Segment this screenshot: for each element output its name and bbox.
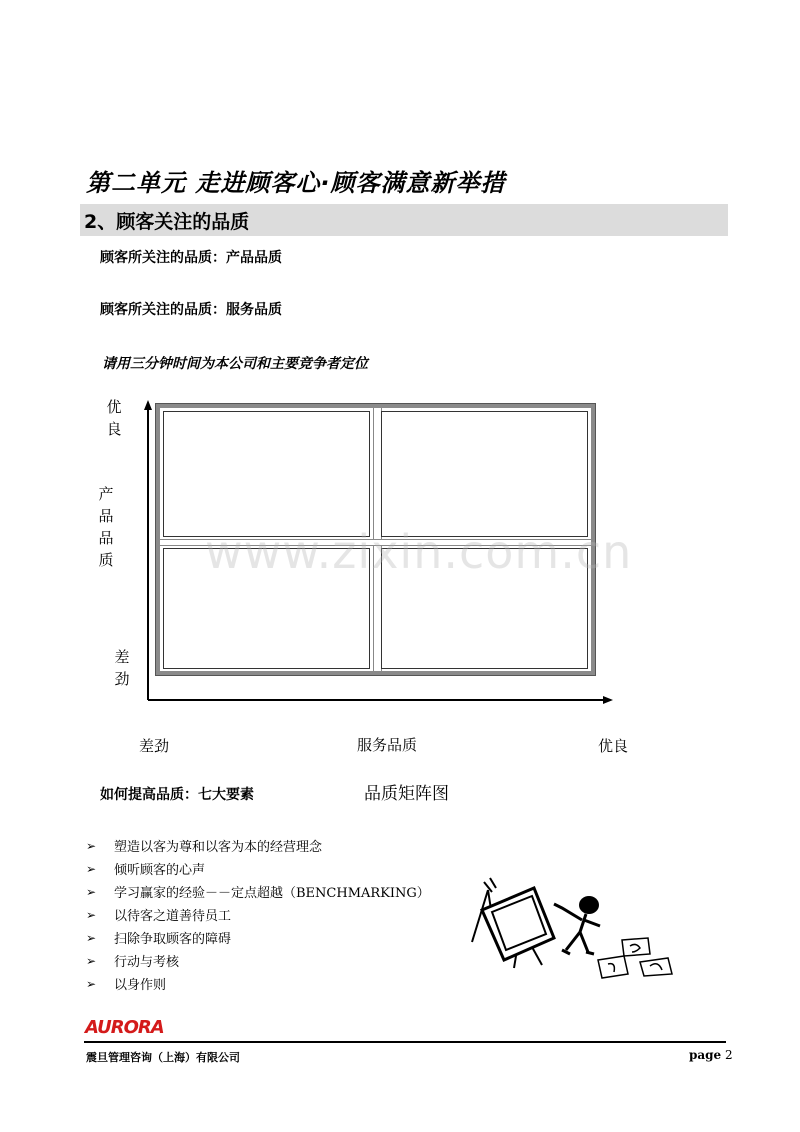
list-item: ➢ 学习赢家的经验－－定点超越（BENCHMARKING） [86, 884, 430, 901]
watermark: www.zixin.com.cn [205, 525, 633, 579]
improve-quality-heading: 如何提高品质：七大要素 [100, 787, 254, 803]
product-quality-subtitle: 顾客所关注的品质：产品品质 [100, 250, 282, 266]
list-item: ➢ 行动与考核 [86, 953, 180, 970]
list-item: ➢ 塑造以客为尊和以客为本的经营理念 [86, 838, 323, 855]
x-axis-right-label: 优良 [598, 737, 629, 755]
list-item: ➢ 扫除争取顾客的障碍 [86, 930, 232, 947]
footer-company-name: 震旦管理咨询（上海）有限公司 [86, 1051, 240, 1064]
page-number: page 2 [689, 1048, 733, 1062]
instruction-text: 请用三分钟时间为本公司和主要竞争者定位 [102, 356, 368, 372]
arrow-bullet-icon: ➢ [86, 907, 97, 922]
y-axis-top-label: 优 良 [106, 398, 122, 438]
footer-divider [84, 1041, 726, 1043]
presenter-easel-clipart [462, 870, 698, 985]
arrow-bullet-icon: ➢ [86, 976, 97, 991]
list-item: ➢ 倾听顾客的心声 [86, 861, 206, 878]
matrix-caption: 品质矩阵图 [364, 784, 449, 804]
arrow-bullet-icon: ➢ [86, 838, 97, 853]
service-quality-subtitle: 顾客所关注的品质：服务品质 [100, 302, 282, 318]
matrix-quadrant-top-right [381, 411, 588, 537]
list-item: ➢ 以待客之道善待员工 [86, 907, 232, 924]
list-item: ➢ 以身作则 [86, 976, 167, 993]
y-axis-bottom-label: 差 劲 [114, 648, 130, 688]
arrow-bullet-icon: ➢ [86, 884, 97, 899]
chapter-title: 第二单元 走进顾客心·顾客满意新举措 [86, 169, 506, 197]
arrow-bullet-icon: ➢ [86, 953, 97, 968]
aurora-logo: AURORA [85, 1017, 164, 1038]
arrow-bullet-icon: ➢ [86, 861, 97, 876]
y-axis-title: 产 品 品 质 [98, 485, 114, 569]
section-title: 2、顾客关注的品质 [84, 211, 250, 233]
x-axis-title: 服务品质 [357, 736, 418, 754]
matrix-quadrant-top-left [163, 411, 370, 537]
x-axis-left-label: 差劲 [139, 737, 170, 755]
arrow-bullet-icon: ➢ [86, 930, 97, 945]
seven-elements-list [86, 834, 430, 995]
